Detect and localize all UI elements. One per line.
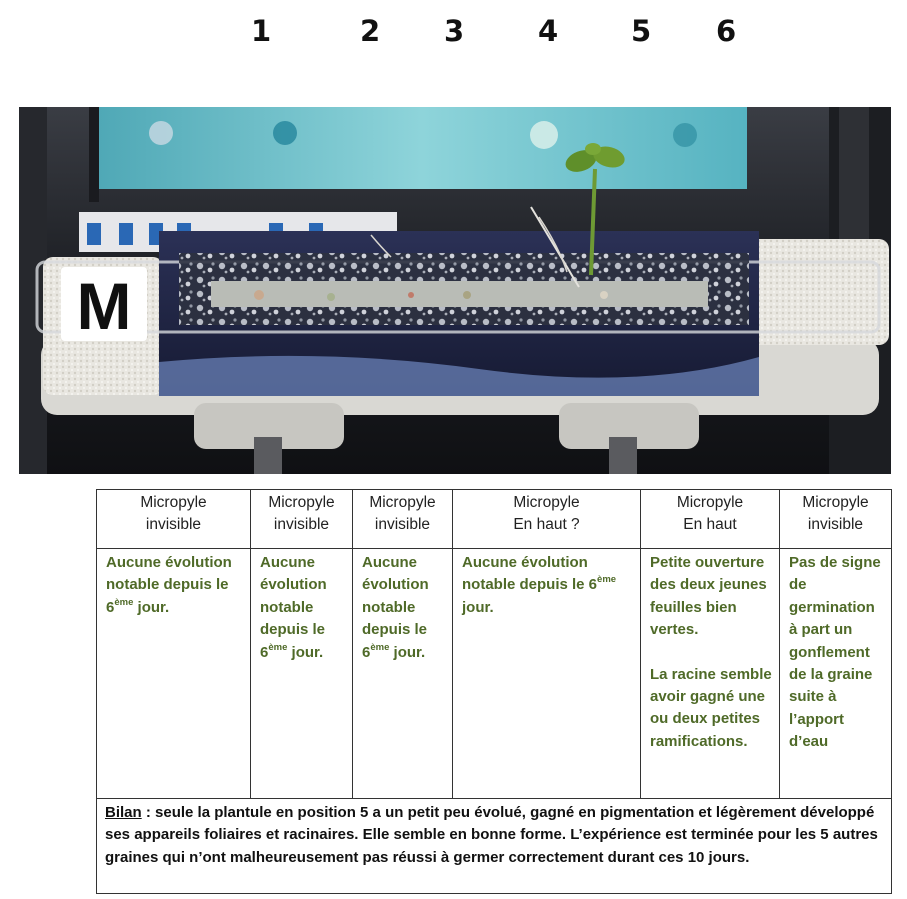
bilan-text: : seule la plantule en position 5 a un petit peu évolué, gagné en pigmentation et légèrement développé ses appareils foliaires et racinaires. Elle semble en bonne forme. L’expérience est terminée pour les 5 autres graines qui n’ont malheureusement pas réussi à germer correctement durant ces 10 jours. bbox=[105, 804, 878, 866]
bilan-cell bbox=[97, 799, 892, 894]
cassette-label-m: M bbox=[76, 269, 132, 343]
observation-cell-3: Aucune évolution notable depuis le 6ème jour. bbox=[353, 549, 453, 799]
header-cell-2: Micropyle invisible bbox=[251, 490, 353, 549]
position-number-5: 5 bbox=[631, 14, 652, 48]
header-cell-1: Micropyle invisible bbox=[97, 490, 251, 549]
position-number-6: 6 bbox=[716, 14, 737, 48]
header-cell-3: Micropyle invisible bbox=[353, 490, 453, 549]
position-number-2: 2 bbox=[360, 14, 381, 48]
header-cell-4: Micropyle En haut ? bbox=[453, 490, 641, 549]
observation-cell-4: Aucune évolution notable depuis le 6ème jour. bbox=[453, 549, 641, 799]
header-row bbox=[97, 490, 892, 549]
header-cell-6: Micropyle invisible bbox=[780, 490, 892, 549]
position-number-3: 3 bbox=[444, 14, 465, 48]
observation-cell-2: Aucune évolution notable depuis le 6ème jour. bbox=[251, 549, 353, 799]
position-number-1: 1 bbox=[251, 14, 272, 48]
observation-row bbox=[97, 549, 892, 799]
position-number-4: 4 bbox=[538, 14, 559, 48]
seed-cassette-photo bbox=[19, 107, 891, 474]
observation-table bbox=[96, 489, 892, 894]
observation-cell-1: Aucune évolution notable depuis le 6ème jour. bbox=[97, 549, 251, 799]
observation-cell-5: Petite ouverture des deux jeunes feuilles bien vertes. La racine semble avoir gagné une ou deux petites ramifications. bbox=[641, 549, 780, 799]
bilan-label: Bilan bbox=[105, 804, 142, 821]
bilan-row bbox=[97, 799, 892, 894]
header-cell-5: Micropyle En haut bbox=[641, 490, 780, 549]
observation-cell-6: Pas de signe de germination à part un gonflement de la graine suite à l’apport d’eau bbox=[780, 549, 892, 799]
